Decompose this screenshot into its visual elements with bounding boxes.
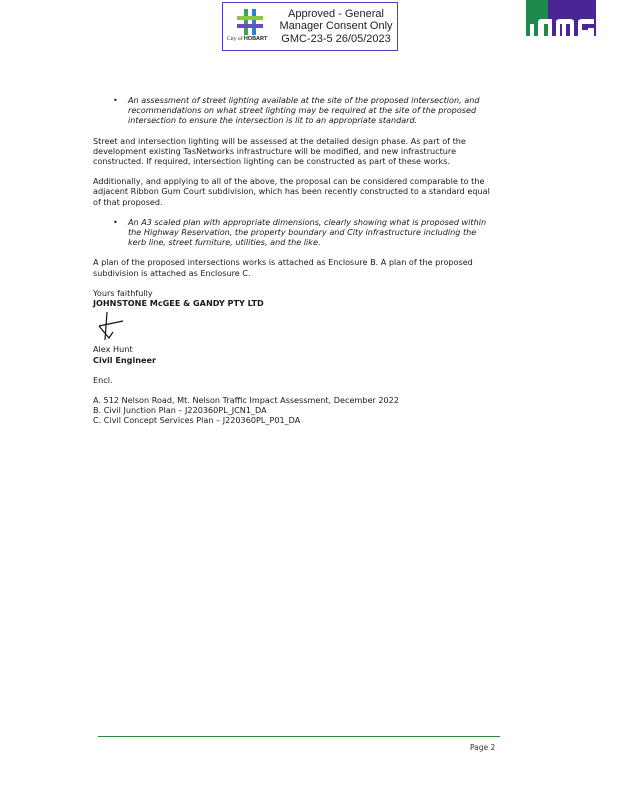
paragraph: A plan of the proposed intersections works is attached as Enclosure B. A plan of the proposed subdivision is attached as Enclosure C. (93, 257, 473, 278)
bullet-item: • An assessment of street lighting available at the site of the proposed intersection, and recommendations on what street lighting may be required at the site of the proposed intersection to ensure the intersection is lit to an appropriate standard. (113, 95, 480, 126)
jmg-logo (526, 0, 596, 36)
closing: Yours faithfully (93, 287, 153, 298)
stamp-line: Manager Consent Only (279, 20, 393, 33)
stamp-line: GMC-23-5 26/05/2023 (281, 32, 391, 45)
bullet-item: • An A3 scaled plan with appropriate dimensions, clearly showing what is proposed within the Highway Reservation, the property boundary and City infrastructure including the kerb line, street furniture, utilities, and the like. (113, 216, 487, 248)
company-name: JOHNSTONE McGEE & GANDY PTY LTD (93, 298, 264, 309)
letter-body (93, 95, 493, 426)
signatory-name: Alex Hunt (93, 344, 133, 355)
signatory-title: Civil Engineer (93, 354, 156, 365)
bullet-icon: • (113, 216, 118, 227)
signature-icon (95, 310, 135, 342)
page-number: Page 2 (470, 743, 496, 752)
enclosure-item: B. Civil Junction Plan – J220360PL_JCN1_DA (93, 405, 267, 416)
approval-stamp (222, 2, 398, 51)
city-of-hobart-logo (223, 3, 275, 50)
stamp-text (275, 8, 397, 46)
enclosure-item: C. Civil Concept Services Plan – J220360PL_P01_DA (93, 415, 301, 426)
enclosures-label: Encl. (93, 374, 113, 385)
stamp-line: Approved - General (288, 7, 384, 20)
bullet-icon: • (113, 95, 118, 105)
footer-divider (98, 736, 500, 737)
hobart-hash-icon (237, 9, 263, 35)
paragraph: Additionally, and applying to all of the above, the proposal can be considered comparable to the adjacent Ribbon Gum Court subdivision, which has been recently constructed to a standard equal of that proposed. (93, 176, 490, 207)
city-caption: City of HOBART (227, 36, 268, 42)
jmg-logo-icon (526, 0, 596, 36)
enclosure-item: A. 512 Nelson Road, Mt. Nelson Traffic Impact Assessment, December 2022 (93, 395, 399, 406)
paragraph: Street and intersection lighting will be assessed at the detailed design phase. As part of the development existing TasNetworks infrastructure will be modified, and new infrastructure constructed. If required, intersection lighting can be constructed as part of these works. (93, 135, 466, 167)
